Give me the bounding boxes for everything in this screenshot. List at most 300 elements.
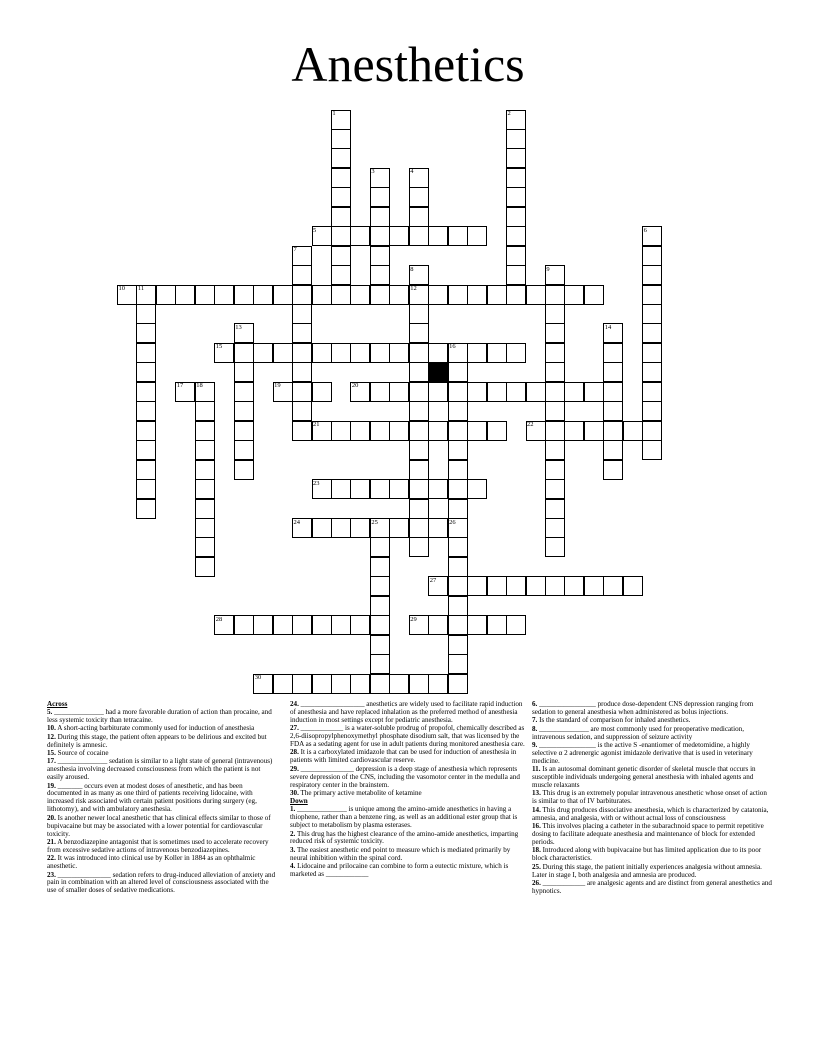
- grid-cell[interactable]: [603, 362, 623, 382]
- clue-text: ______________ sedation is similar to a light state of general (intravenous) anesthesia involving decreased consciousness from which the patient is not easily aroused.: [47, 757, 273, 782]
- grid-cell[interactable]: [428, 479, 448, 499]
- grid-cell[interactable]: [448, 362, 468, 382]
- grid-cell[interactable]: [545, 518, 565, 538]
- grid-cell[interactable]: [506, 207, 526, 227]
- grid-cell[interactable]: [506, 615, 526, 635]
- grid-cell[interactable]: [428, 518, 448, 538]
- grid-cell[interactable]: [564, 382, 584, 402]
- grid-cell[interactable]: [467, 343, 487, 363]
- grid-cell[interactable]: [467, 615, 487, 635]
- clue-number-label: 8: [410, 265, 414, 273]
- grid-cell[interactable]: [370, 226, 390, 246]
- grid-cell[interactable]: [389, 285, 409, 305]
- grid-cell[interactable]: [526, 382, 546, 402]
- grid-cell[interactable]: [409, 499, 429, 519]
- grid-cell[interactable]: [584, 421, 604, 441]
- grid-cell[interactable]: [331, 421, 351, 441]
- grid-cell[interactable]: [273, 343, 293, 363]
- grid-cell[interactable]: [195, 499, 215, 519]
- grid-cell[interactable]: [467, 479, 487, 499]
- grid-cell[interactable]: [487, 382, 507, 402]
- grid-cell[interactable]: [195, 460, 215, 480]
- grid-cell[interactable]: [370, 537, 390, 557]
- clue-number: 12.: [47, 732, 56, 741]
- grid-cell[interactable]: [350, 674, 370, 694]
- grid-cell[interactable]: [545, 440, 565, 460]
- grid-cell[interactable]: [195, 518, 215, 538]
- grid-cell[interactable]: [584, 285, 604, 305]
- clue-across-5: [47, 709, 277, 725]
- grid-cell[interactable]: [409, 674, 429, 694]
- grid-cell[interactable]: [312, 674, 332, 694]
- grid-cell[interactable]: [234, 343, 254, 363]
- grid-cell[interactable]: [195, 479, 215, 499]
- grid-cell[interactable]: [389, 226, 409, 246]
- clue-number-label: 23: [313, 479, 320, 487]
- grid-cell[interactable]: [195, 537, 215, 557]
- grid-cell[interactable]: [331, 148, 351, 168]
- clue-number-label: 11: [137, 285, 145, 292]
- grid-cell[interactable]: [448, 479, 468, 499]
- grid-cell[interactable]: [545, 421, 565, 441]
- grid-cell[interactable]: [331, 226, 351, 246]
- grid-cell[interactable]: [234, 421, 254, 441]
- grid-cell[interactable]: [545, 285, 565, 305]
- grid-cell[interactable]: [467, 226, 487, 246]
- grid-cell[interactable]: [448, 674, 468, 694]
- clue-text: _______________ depression is a deep stage of anesthesia which represents severe depression of the CNS, including the vasomotor center in the medulla and respiratory center in the brainstem.: [290, 764, 520, 789]
- grid-cell[interactable]: [506, 265, 526, 285]
- grid-cell[interactable]: [234, 362, 254, 382]
- grid-cell[interactable]: [312, 343, 332, 363]
- clue-text: ______________ had a more favorable duration of action than procaine, and less systemic toxicity than tetracaine.: [47, 707, 272, 724]
- grid-cell[interactable]: [642, 401, 662, 421]
- grid-cell[interactable]: [448, 460, 468, 480]
- grid-cell[interactable]: [370, 343, 390, 363]
- grid-cell[interactable]: [389, 421, 409, 441]
- grid-cell[interactable]: [136, 304, 156, 324]
- grid-cell[interactable]: [545, 362, 565, 382]
- grid-cell[interactable]: [370, 674, 390, 694]
- grid-cell[interactable]: [506, 576, 526, 596]
- clue-number: 19.: [47, 781, 56, 790]
- grid-cell[interactable]: [545, 499, 565, 519]
- grid-cell[interactable]: [350, 285, 370, 305]
- grid-cell[interactable]: [292, 285, 312, 305]
- grid-cell[interactable]: [642, 246, 662, 266]
- grid-cell[interactable]: [331, 343, 351, 363]
- grid-cell[interactable]: [428, 674, 448, 694]
- clue-number-label: 24: [293, 518, 300, 526]
- grid-cell[interactable]: [642, 382, 662, 402]
- grid-cell[interactable]: [448, 576, 468, 596]
- grid-cell[interactable]: [370, 615, 390, 635]
- grid-cell[interactable]: [409, 421, 429, 441]
- grid-cell[interactable]: [253, 285, 273, 305]
- grid-cell[interactable]: [506, 129, 526, 149]
- grid-cell[interactable]: [409, 187, 429, 207]
- grid-cell[interactable]: [603, 401, 623, 421]
- grid-cell[interactable]: [487, 285, 507, 305]
- grid-cell[interactable]: [603, 343, 623, 363]
- grid-cell[interactable]: [195, 401, 215, 421]
- grid-cell[interactable]: [642, 323, 662, 343]
- grid-cell[interactable]: [312, 518, 332, 538]
- grid-cell[interactable]: [448, 401, 468, 421]
- grid-cell[interactable]: [273, 674, 293, 694]
- clue-number-label: 4: [410, 168, 414, 176]
- grid-cell[interactable]: [448, 285, 468, 305]
- clue-text: ______________ is unique among the amino-amide anesthetics in having a thiophene, rather than a benzene ring, as well as an additional ester group that is subject to metabolism by plasma esterases.: [290, 805, 518, 830]
- grid-cell[interactable]: [642, 421, 662, 441]
- grid-cell[interactable]: [273, 285, 293, 305]
- grid-cell[interactable]: [136, 479, 156, 499]
- grid-cell[interactable]: [331, 129, 351, 149]
- clue-text: During this stage, the patient often appears to be delirious and excited but definitely is amnesic.: [47, 732, 267, 749]
- grid-cell[interactable]: [642, 362, 662, 382]
- grid-cell[interactable]: [545, 323, 565, 343]
- clue-text: A benzodiazepine antagonist that is sometimes used to accelerate recovery from excessive sedative actions of intravenous benzodiazepines.: [47, 837, 269, 854]
- grid-cell[interactable]: [584, 576, 604, 596]
- grid-cell[interactable]: [136, 440, 156, 460]
- grid-cell[interactable]: [487, 615, 507, 635]
- clue-number: 2.: [290, 829, 296, 838]
- grid-cell[interactable]: [526, 285, 546, 305]
- grid-cell[interactable]: [331, 285, 351, 305]
- clue-across-23: [47, 872, 277, 896]
- clue-text: Lidocaine and prilocaine can combine to form a eutectic mixture, which is marketed as ____________: [290, 862, 509, 879]
- grid-cell[interactable]: [136, 421, 156, 441]
- grid-cell[interactable]: [428, 382, 448, 402]
- clue-text: Introduced along with bupivacaine but has limited application due to its poor block characteristics.: [532, 846, 762, 863]
- grid-cell[interactable]: [370, 187, 390, 207]
- clue-text: ______________ are most commonly used for preoperative medication, intravenous sedation, and suppression of seizure activity: [532, 724, 744, 741]
- grid-cell[interactable]: [603, 382, 623, 402]
- grid-cell[interactable]: [370, 576, 390, 596]
- clue-text: It is a carboxylated imidazole that can be used for induction of anesthesia in patients with limited cardiovascular reserve.: [290, 748, 517, 765]
- clue-number-label: 17: [176, 382, 184, 390]
- clue-across-20: [47, 815, 277, 839]
- clue-number-label: 7: [293, 246, 297, 254]
- grid-cell[interactable]: [292, 421, 312, 441]
- grid-cell[interactable]: [448, 615, 468, 635]
- grid-cell[interactable]: [370, 382, 390, 402]
- grid-cell[interactable]: [409, 479, 429, 499]
- grid-cell[interactable]: [642, 440, 662, 460]
- grid-cell[interactable]: [370, 596, 390, 616]
- grid-cell[interactable]: [292, 382, 312, 402]
- grid-cell[interactable]: [234, 460, 254, 480]
- grid-cell[interactable]: [389, 382, 409, 402]
- grid-cell[interactable]: [350, 421, 370, 441]
- grid-cell[interactable]: [545, 460, 565, 480]
- grid-cell[interactable]: [448, 635, 468, 655]
- grid-cell[interactable]: [331, 615, 351, 635]
- grid-cell[interactable]: [545, 537, 565, 557]
- grid-cell[interactable]: [312, 285, 332, 305]
- clue-text: This drug produces dissociative anesthesia, which is characterized by catatonia, amnesia, and analgesia, with or without actual loss of consciousness: [532, 805, 769, 822]
- clue-number-label: 5: [313, 226, 317, 234]
- grid-cell[interactable]: [487, 576, 507, 596]
- grid-cell[interactable]: [389, 674, 409, 694]
- grid-cell[interactable]: [292, 401, 312, 421]
- grid-cell[interactable]: [564, 421, 584, 441]
- grid-cell[interactable]: [350, 479, 370, 499]
- grid-cell[interactable]: [195, 421, 215, 441]
- grid-cell[interactable]: [234, 615, 254, 635]
- page-title: Anesthetics: [291, 36, 525, 92]
- clue-number-label: 27: [429, 576, 437, 584]
- clue-number-label: 25: [371, 518, 378, 526]
- clue-number: 24.: [290, 700, 299, 708]
- grid-cell[interactable]: [506, 382, 526, 402]
- clue-number: 23.: [47, 870, 56, 879]
- grid-cell[interactable]: [409, 323, 429, 343]
- grid-cell[interactable]: [136, 382, 156, 402]
- grid-cell[interactable]: [389, 343, 409, 363]
- grid-cell[interactable]: [331, 265, 351, 285]
- clue-down-9: [532, 742, 772, 766]
- grid-cell[interactable]: [370, 246, 390, 266]
- clue-text: It was introduced into clinical use by Koller in 1884 as an ophthalmic anesthetic.: [47, 854, 256, 871]
- clue-text: Is another newer local anesthetic that has clinical effects similar to those of bupivacaine but may be associated with a lower potential for cardiovascular toxicity.: [47, 813, 271, 838]
- grid-cell[interactable]: [642, 343, 662, 363]
- grid-cell[interactable]: [545, 304, 565, 324]
- grid-cell[interactable]: [234, 285, 254, 305]
- grid-cell[interactable]: [331, 207, 351, 227]
- clue-text: This drug has the highest clearance of the amino-amide anesthetics, imparting reduced risk of systemic toxicity.: [290, 829, 519, 846]
- grid-cell[interactable]: [331, 168, 351, 188]
- grid-cell[interactable]: [409, 226, 429, 246]
- grid-cell[interactable]: [350, 615, 370, 635]
- grid-cell[interactable]: [642, 265, 662, 285]
- grid-cell[interactable]: [545, 382, 565, 402]
- clue-text: This drug is an extremely popular intravenous anesthetic whose onset of action is similar to that of IV barbiturates.: [532, 789, 767, 806]
- clue-text: ________________ produce dose-dependent CNS depression ranging from sedation to general anesthesia when administered as bolus injections.: [532, 700, 754, 716]
- grid-cell[interactable]: [467, 382, 487, 402]
- grid-cell[interactable]: [409, 207, 429, 227]
- grid-cell[interactable]: [526, 576, 546, 596]
- grid-cell[interactable]: [428, 343, 448, 363]
- grid-cell[interactable]: [467, 285, 487, 305]
- grid-cell[interactable]: [545, 479, 565, 499]
- clue-number: 14.: [532, 805, 541, 814]
- grid-cell[interactable]: [331, 518, 351, 538]
- grid-cell[interactable]: [136, 401, 156, 421]
- grid-cell[interactable]: [195, 440, 215, 460]
- grid-cell[interactable]: [564, 285, 584, 305]
- grid-cell[interactable]: [370, 635, 390, 655]
- grid-cell[interactable]: [448, 421, 468, 441]
- clue-number-label: 16: [449, 343, 456, 351]
- grid-cell[interactable]: [409, 362, 429, 382]
- grid-cell[interactable]: [136, 343, 156, 363]
- clue-number: 22.: [47, 854, 56, 863]
- clue-text: This involves placing a catheter in the subarachnoid space to permit repetitive dosing to facilitate adequate anesthesia and maintenance of block for extended periods.: [532, 822, 764, 846]
- grid-cell[interactable]: [448, 440, 468, 460]
- grid-cell[interactable]: [487, 421, 507, 441]
- grid-cell[interactable]: [409, 304, 429, 324]
- grid-cell[interactable]: [234, 440, 254, 460]
- grid-cell[interactable]: [467, 576, 487, 596]
- grid-cell[interactable]: [234, 382, 254, 402]
- grid-cell[interactable]: [545, 401, 565, 421]
- grid-cell[interactable]: [428, 421, 448, 441]
- grid-cell[interactable]: [331, 187, 351, 207]
- grid-cell[interactable]: [292, 615, 312, 635]
- grid-cell[interactable]: [370, 207, 390, 227]
- clue-number: 21.: [47, 837, 56, 846]
- grid-cell[interactable]: [506, 285, 526, 305]
- grid-cell[interactable]: [642, 304, 662, 324]
- grid-cell[interactable]: [331, 674, 351, 694]
- grid-cell[interactable]: [642, 285, 662, 305]
- grid-cell[interactable]: [448, 226, 468, 246]
- grid-cell[interactable]: [195, 557, 215, 577]
- grid-cell[interactable]: [603, 460, 623, 480]
- grid-cell[interactable]: [603, 421, 623, 441]
- clue-number-label: 10: [118, 285, 125, 292]
- grid-cell[interactable]: [506, 168, 526, 188]
- clue-number-label: 18: [196, 382, 203, 390]
- clue-number: 30.: [290, 788, 299, 797]
- clue-down-13: [532, 790, 772, 806]
- grid-cell[interactable]: [292, 343, 312, 363]
- grid-cell[interactable]: [584, 382, 604, 402]
- grid-cell[interactable]: [409, 401, 429, 421]
- grid-cell[interactable]: [448, 499, 468, 519]
- clue-text: Source of cocaine: [55, 748, 109, 757]
- grid-cell[interactable]: [506, 226, 526, 246]
- grid-cell[interactable]: [428, 615, 448, 635]
- grid-cell[interactable]: [312, 615, 332, 635]
- grid-cell[interactable]: [136, 362, 156, 382]
- clue-number: 3.: [290, 845, 296, 854]
- clue-number: 15.: [47, 748, 56, 757]
- grid-cell[interactable]: [389, 518, 409, 538]
- grid-cell[interactable]: [448, 596, 468, 616]
- clue-number: 10.: [47, 724, 56, 733]
- clue-number: 25.: [532, 862, 541, 871]
- grid-cell[interactable]: [448, 537, 468, 557]
- grid-cell[interactable]: [331, 479, 351, 499]
- clue-text: Is an autosomal dominant genetic disorder of skeletal muscle that occurs in susceptible individuals undergoing general anesthesia with inhaled agents and muscle relaxants: [532, 765, 756, 790]
- clue-text: During this stage, the patient initially experiences analgesia without amnesia. Later in stage I, both analgesia and amnesia are produced.: [532, 862, 762, 879]
- clue-text: ____________ is a water-soluble prodrug of propofol, chemically described as 2,6-diisopropylphenoxymethyl phosphate disodium salt, that was licensed by the FDA as a sedating agent for use in adult patients during monitored anesthesia care.: [290, 724, 525, 749]
- grid-cell[interactable]: [487, 343, 507, 363]
- grid-cell[interactable]: [175, 285, 195, 305]
- grid-cell[interactable]: [448, 382, 468, 402]
- black-cell: [428, 362, 448, 382]
- grid-cell[interactable]: [409, 537, 429, 557]
- grid-cell[interactable]: [292, 674, 312, 694]
- clue-down-14: [532, 807, 772, 823]
- clue-number: 5.: [47, 707, 53, 716]
- grid-cell[interactable]: [234, 401, 254, 421]
- clue-number: 27.: [290, 724, 299, 733]
- grid-cell[interactable]: [409, 518, 429, 538]
- grid-cell[interactable]: [273, 615, 293, 635]
- clue-number: 6.: [532, 700, 538, 708]
- grid-cell[interactable]: [253, 343, 273, 363]
- grid-cell[interactable]: [156, 285, 176, 305]
- grid-cell[interactable]: [195, 285, 215, 305]
- clue-number: 17.: [47, 757, 56, 766]
- clue-number: 7.: [532, 716, 538, 725]
- clue-number-label: 20: [351, 382, 359, 390]
- grid-cell[interactable]: [389, 479, 409, 499]
- grid-cell[interactable]: [623, 421, 643, 441]
- grid-cell[interactable]: [370, 557, 390, 577]
- clue-text: _______________ sedation refers to drug-induced alleviation of anxiety and pain in combination with an altered level of consciousness associated with the use of smaller doses of sedative medications.: [47, 870, 276, 895]
- clue-number-label: 14: [604, 323, 612, 331]
- grid-cell[interactable]: [214, 285, 234, 305]
- grid-cell[interactable]: [467, 421, 487, 441]
- grid-cell[interactable]: [350, 518, 370, 538]
- clue-column-2: [290, 701, 525, 879]
- grid-cell[interactable]: [428, 226, 448, 246]
- grid-cell[interactable]: [350, 343, 370, 363]
- grid-cell[interactable]: [370, 479, 390, 499]
- clue-down-1: [290, 806, 525, 830]
- grid-cell[interactable]: [506, 187, 526, 207]
- grid-cell[interactable]: [136, 499, 156, 519]
- clue-number-label: 30: [254, 674, 262, 681]
- grid-cell[interactable]: [136, 460, 156, 480]
- grid-cell[interactable]: [409, 382, 429, 402]
- grid-cell[interactable]: [409, 460, 429, 480]
- grid-cell[interactable]: [506, 246, 526, 266]
- grid-cell[interactable]: [370, 654, 390, 674]
- clue-across-21: [47, 839, 277, 855]
- clue-text: The easiest anesthetic end point to measure which is mediated primarily by neural inhibition within the spinal cord.: [290, 845, 511, 862]
- grid-cell[interactable]: [312, 382, 332, 402]
- grid-cell[interactable]: [370, 265, 390, 285]
- clue-across-27: [290, 725, 525, 749]
- grid-cell[interactable]: [253, 615, 273, 635]
- grid-cell[interactable]: [506, 148, 526, 168]
- grid-cell[interactable]: [370, 421, 390, 441]
- grid-cell[interactable]: [545, 343, 565, 363]
- clue-number: 29.: [290, 764, 299, 773]
- grid-cell[interactable]: [448, 654, 468, 674]
- grid-cell[interactable]: [623, 576, 643, 596]
- clue-down-3: [290, 847, 525, 863]
- grid-cell[interactable]: [292, 304, 312, 324]
- grid-cell[interactable]: [136, 323, 156, 343]
- grid-cell[interactable]: [292, 265, 312, 285]
- grid-cell[interactable]: [370, 285, 390, 305]
- grid-cell[interactable]: [409, 343, 429, 363]
- grid-cell[interactable]: [409, 440, 429, 460]
- clue-number-label: 26: [449, 518, 456, 526]
- grid-cell[interactable]: [331, 246, 351, 266]
- grid-cell[interactable]: [603, 576, 623, 596]
- clue-across-19: [47, 783, 277, 815]
- clue-number-label: 13: [235, 323, 242, 331]
- grid-cell[interactable]: [564, 576, 584, 596]
- grid-cell[interactable]: [545, 576, 565, 596]
- grid-cell[interactable]: [448, 557, 468, 577]
- clue-column-1: [47, 701, 277, 896]
- grid-cell[interactable]: [428, 285, 448, 305]
- grid-cell[interactable]: [292, 362, 312, 382]
- grid-cell[interactable]: [506, 343, 526, 363]
- grid-cell[interactable]: [603, 440, 623, 460]
- grid-cell[interactable]: [292, 323, 312, 343]
- grid-cell[interactable]: [350, 226, 370, 246]
- clue-text: A short-acting barbiturate commonly used for induction of anesthesia: [55, 724, 255, 733]
